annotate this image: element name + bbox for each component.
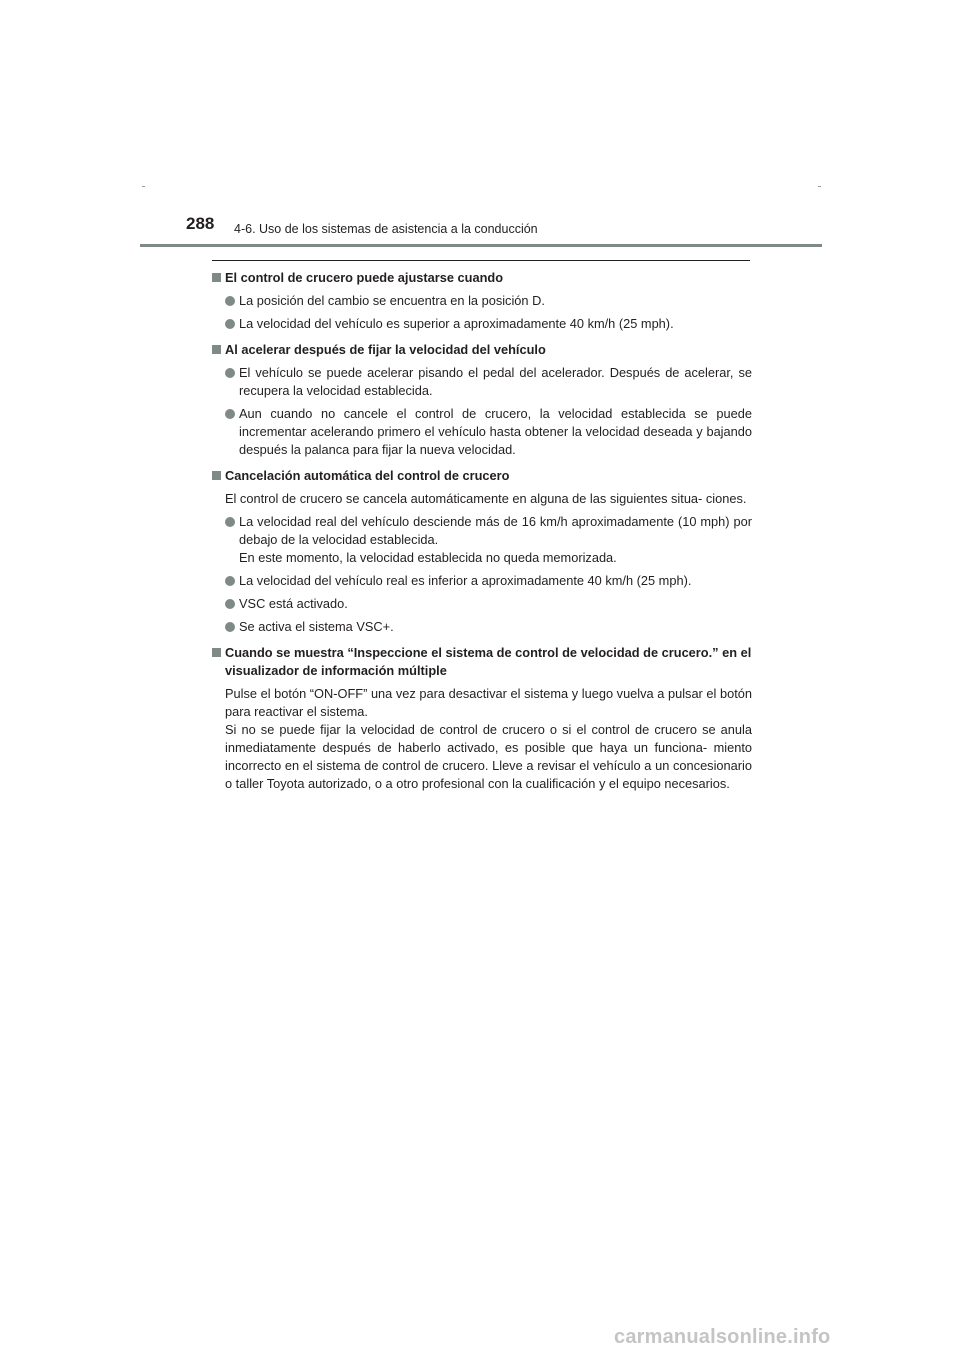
list-item-text: La velocidad del vehículo es superior a aproximadamente 40 km/h (25 mph). (239, 316, 674, 331)
square-bullet-icon (212, 273, 221, 282)
list-item-text: La velocidad del vehículo real es inferior a aproximadamente 40 km/h (25 mph). (239, 573, 692, 588)
section-rule (212, 260, 750, 261)
circle-bullet-icon (225, 517, 235, 527)
page-content (212, 269, 752, 793)
circle-bullet-icon (225, 409, 235, 419)
square-bullet-icon (212, 648, 221, 657)
paragraph-text: Pulse el botón “ON-OFF” una vez para desactivar el sistema y luego vuelva a pulsar el botón para reactivar el sistema. (225, 686, 752, 719)
paragraph-text: Si no se puede fijar la velocidad de control de crucero o si el control de crucero se anula inmediatamente después de haberlo activado, es posible que haya un funciona- miento incorrecto en el sistema de control de crucero. Lleve a revisar el vehículo a un concesionario o taller Toyota autorizado, o a otro profesional con la cualificación y el equipo necesarios. (225, 722, 752, 791)
list-item (212, 572, 752, 590)
circle-bullet-icon (225, 368, 235, 378)
square-bullet-icon (212, 345, 221, 354)
list-item (212, 292, 752, 310)
page-number: 288 (186, 214, 215, 233)
section-heading (212, 269, 752, 287)
crop-mark-left (142, 186, 145, 187)
section-heading-text: Al acelerar después de fijar la velocidad del vehículo (225, 342, 546, 357)
list-item-text: Se activa el sistema VSC+. (239, 619, 394, 634)
section-heading-text: El control de crucero puede ajustarse cuando (225, 270, 504, 285)
list-item (212, 405, 752, 459)
section-heading (212, 644, 752, 680)
list-item-text: La posición del cambio se encuentra en la posición D. (239, 293, 545, 308)
section-heading (212, 467, 752, 485)
section-heading-text: Cancelación automática del control de crucero (225, 468, 510, 483)
list-item (212, 315, 752, 333)
section-heading (212, 341, 752, 359)
list-item (212, 513, 752, 567)
list-item-text: La velocidad real del vehículo desciende más de 16 km/h aproximadamente (10 mph) por debajo de la velocidad establecida. (239, 514, 752, 547)
section-paragraph (212, 685, 752, 793)
circle-bullet-icon (225, 622, 235, 632)
watermark-text: carmanualsonline.info (614, 1326, 831, 1348)
circle-bullet-icon (225, 599, 235, 609)
header-rule (140, 244, 822, 247)
list-item (212, 618, 752, 636)
list-item (212, 595, 752, 613)
crop-mark-right (818, 186, 821, 187)
list-item-text: Aun cuando no cancele el control de crucero, la velocidad establecida se puede incrementar acelerando primero el vehículo hasta obtener la velocidad deseada y bajando después la palanca para fijar la nueva velocidad. (239, 406, 752, 457)
circle-bullet-icon (225, 319, 235, 329)
list-item-text: El vehículo se puede acelerar pisando el pedal del acelerador. Después de acelerar, se recupera la velocidad establecida. (239, 365, 752, 398)
section-intro: El control de crucero se cancela automáticamente en alguna de las siguientes situa- ciones. (225, 491, 747, 506)
circle-bullet-icon (225, 576, 235, 586)
square-bullet-icon (212, 471, 221, 480)
list-item-note: En este momento, la velocidad establecida no queda memorizada. (239, 550, 617, 565)
list-item (212, 364, 752, 400)
circle-bullet-icon (225, 296, 235, 306)
section-heading-text: Cuando se muestra “Inspeccione el sistema de control de velocidad de crucero.” en el visualizador de información múltiple (225, 645, 752, 678)
list-item-text: VSC está activado. (239, 596, 348, 611)
running-head: 4-6. Uso de los sistemas de asistencia a la conducción (234, 222, 538, 236)
